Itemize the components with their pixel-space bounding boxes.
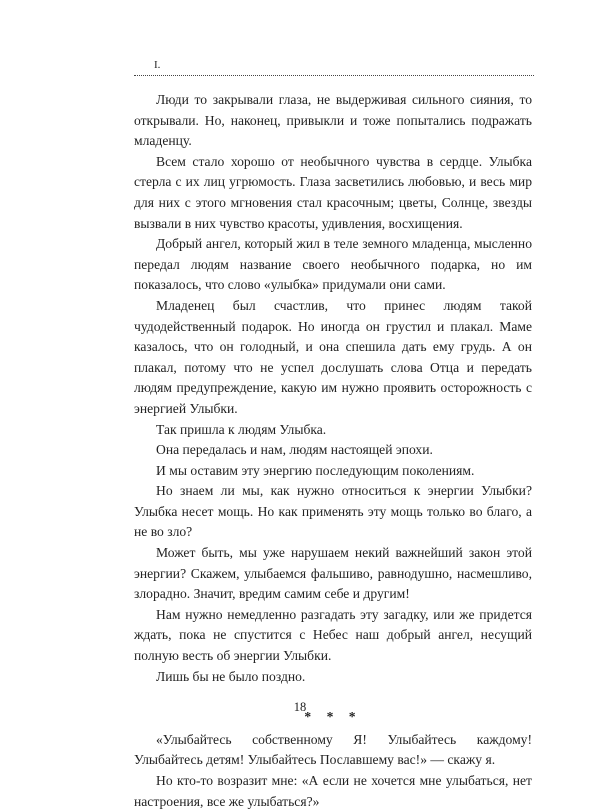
paragraph: Но знаем ли мы, как нужно относиться к энергии Улыбки? Улыбка несет мощь. Но как применять эту мощь только во благо, а не во зло? xyxy=(134,483,532,540)
page-number: 18 xyxy=(293,700,307,714)
paragraph: Но кто-то возразит мне: «А если не хочется мне улыбаться, нет настроения, все же улыбаться?» xyxy=(134,773,532,809)
paragraph: Лишь бы не было поздно. xyxy=(156,668,306,684)
chapter-mark: I. xyxy=(154,59,161,71)
paragraph: Она передалась и нам, людям настоящей эпохи. xyxy=(156,442,433,458)
section-separator: * * * xyxy=(304,709,362,725)
paragraph: Так пришла к людям Улыбка. xyxy=(156,421,327,437)
paragraph: «Улыбайтесь собственному Я! Улыбайтесь каждому! Улыбайтесь детям! Улыбайтесь Пославшему вас!» — скажу я. xyxy=(134,731,532,768)
page-header xyxy=(134,58,534,82)
paragraph: Люди то закрывали глаза, не выдерживая сильного сияния, то открывали. Но, наконец, привыкли и тоже попытались подражать младенцу. xyxy=(134,92,532,149)
paragraph: Младенец был счастлив, что принес людям такой чудодейственный подарок. Но иногда он грустил и плакал. Маме казалось, что он голодный, и она спешила дать ему грудь. А он плакал, потому что не успел дослушать слова Отца и передать людям предупреждение, какую им нужно проявить осторожность с энергией Улыбки. xyxy=(134,297,532,416)
paragraph: Всем стало хорошо от необычного чувства в сердце. Улыбка стерла с их лиц угрюмость. Глаза засветились любовью, и весь мир для них с этого мгновения стал красочным; цветы, Солнце, звезды вызвали в них чувство красоты, удивления, восхищения. xyxy=(134,153,532,231)
paragraph: И мы оставим эту энергию последующим поколениям. xyxy=(156,462,475,478)
paragraph: Добрый ангел, который жил в теле земного младенца, мысленно передал людям название своего необычного подарка, но им показалось, что слово «улыбка» придумали они сами. xyxy=(134,236,532,293)
paragraph: Нам нужно немедленно разгадать эту загадку, или же придется ждать, пока не спустится с Небес наш добрый ангел, несущий полную весть об энергии Улыбки. xyxy=(134,606,532,664)
header-dotted-rule xyxy=(134,75,534,76)
paragraph: Может быть, мы уже нарушаем некий важнейший закон этой энергии? Скажем, улыбаемся фальшиво, равнодушно, насмешливо, злорадно. Значит, вредим самим себе и другим! xyxy=(134,545,532,602)
